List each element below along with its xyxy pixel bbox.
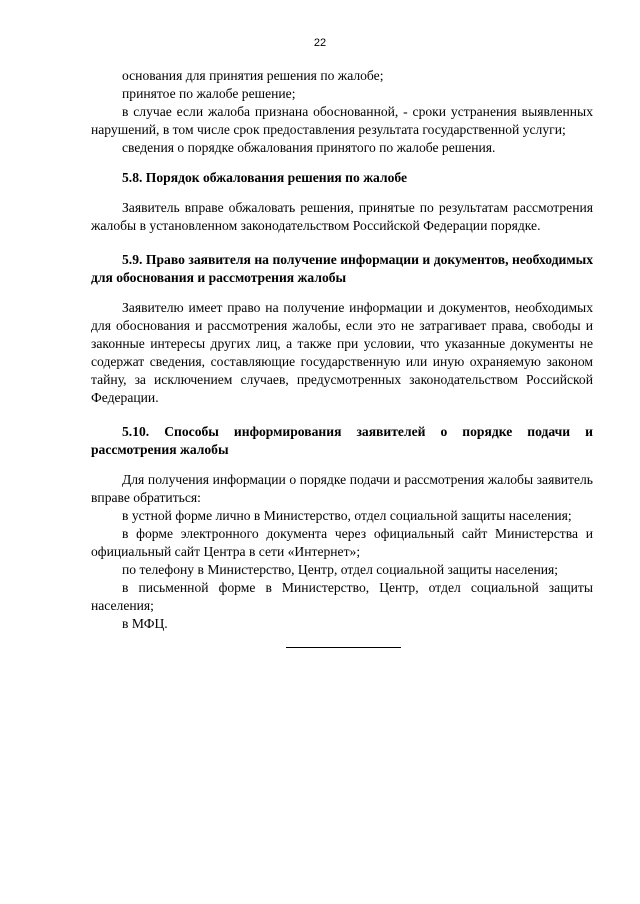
section-heading: 5.10. Способы информирования заявителей о порядке подачи и рассмотрения жалобы xyxy=(91,424,593,457)
list-item: в письменной форме в Министерство, Центр, отдел социальной защиты населения; xyxy=(91,580,593,613)
section-heading: 5.8. Порядок обжалования решения по жалобе xyxy=(122,170,408,185)
intro-item: в случае если жалоба признана обоснованной, - сроки устранения выявленных нарушений, в том числе срок предоставления результата государственной услуги; xyxy=(91,104,593,137)
section-5-8 xyxy=(91,169,593,235)
end-divider xyxy=(286,647,401,648)
intro-item: принятое по жалобе решение; xyxy=(122,86,296,101)
section-paragraph: Заявителю имеет право на получение информации и документов, необходимых для обоснования и рассмотрения жалобы, если это не затрагивает права, свободы и законные интересы других лиц, а также при условии, что указанные документы не содержат сведения, составляющие государственную или иную охраняемую законом тайну, за исключением случаев, предусмотренных законодательством Российской Федерации. xyxy=(91,300,593,405)
list-item: в МФЦ. xyxy=(122,616,168,631)
page-number: 22 xyxy=(313,37,327,49)
list-item: в устной форме лично в Министерство, отдел социальной защиты населения; xyxy=(122,508,572,523)
section-5-10 xyxy=(91,423,593,633)
intro-item: сведения о порядке обжалования принятого по жалобе решения. xyxy=(122,140,496,155)
section-heading: 5.9. Право заявителя на получение информации и документов, необходимых для обоснования и рассмотрения жалобы xyxy=(91,252,593,285)
intro-item: основания для принятия решения по жалобе; xyxy=(122,68,384,83)
list-item: в форме электронного документа через официальный сайт Министерства и официальный сайт Центра в сети «Интернет»; xyxy=(91,526,593,559)
section-paragraph: Для получения информации о порядке подачи и рассмотрения жалобы заявитель вправе обратиться: xyxy=(91,472,593,505)
section-paragraph: Заявитель вправе обжаловать решения, принятые по результатам рассмотрения жалобы в установленном законодательством Российской Федерации порядке. xyxy=(91,200,593,233)
list-item: по телефону в Министерство, Центр, отдел социальной защиты населения; xyxy=(122,562,559,577)
section-5-9 xyxy=(91,251,593,407)
document-body xyxy=(91,67,593,648)
intro-list xyxy=(91,67,593,157)
